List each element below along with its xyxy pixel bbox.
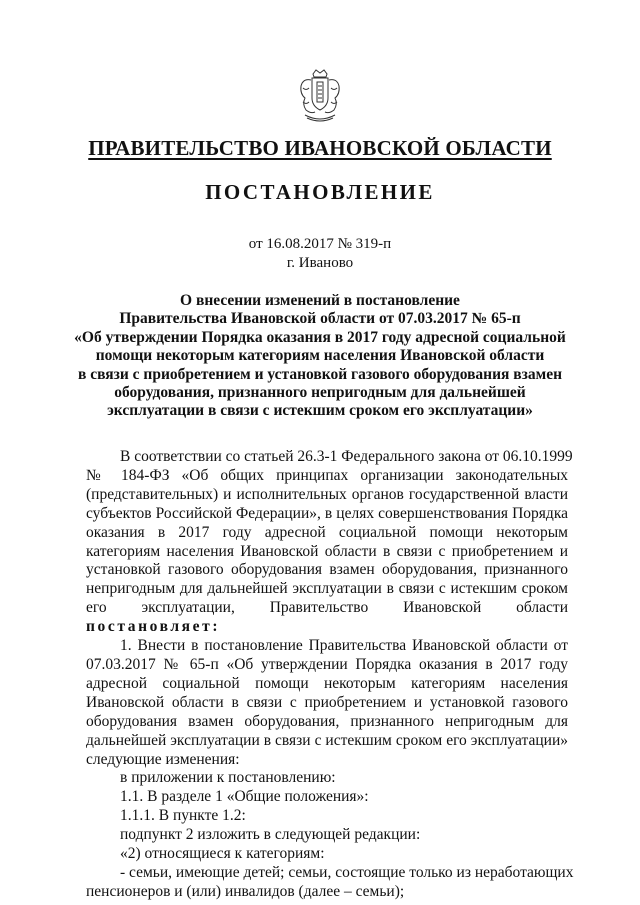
body-line: № 184-ФЗ «Об общих принципах организации законодательных (86, 466, 568, 484)
title-line: «Об утверждении Порядка оказания в 2017 году адресной социальной (74, 328, 566, 346)
title-line: эксплуатации в связи с истекшим сроком его эксплуатации» (107, 402, 533, 420)
body-line: «2) относящиеся к категориям: (120, 845, 325, 863)
body-line: адресной социальной помощи некоторым категориям населения (86, 674, 568, 692)
body-line: непригодным для дальнейшей эксплуатации в связи с истекшим сроком (86, 580, 568, 598)
body-line: категориям населения Ивановской области в связи с приобретением и (86, 542, 568, 560)
body-line: пенсионеров и (или) инвалидов (далее – семьи); (86, 882, 405, 900)
title-line: в связи с приобретением и установкой газового оборудования взамен (77, 365, 563, 383)
organization-name: ПРАВИТЕЛЬСТВО ИВАНОВСКОЙ ОБЛАСТИ (88, 136, 552, 160)
body-line: 1.1.1. В пункте 1.2: (120, 807, 246, 825)
title-line: помощи некоторым категориям населения Ивановской области (95, 347, 545, 365)
document-city: г. Иваново (286, 255, 354, 271)
body-line: следующие изменения: (86, 750, 240, 768)
coat-of-arms-icon (297, 68, 343, 122)
title-line: Правительства Ивановской области от 07.03.2017 № 65-п (119, 310, 521, 328)
document-type: ПОСТАНОВЛЕНИЕ (205, 180, 435, 204)
resolution-word: постановляет: (86, 618, 221, 636)
title-line: О внесении изменений в постановление (180, 292, 460, 309)
document-body (86, 448, 574, 902)
body-line: оборудования взамен оборудования, признанного непригодным для (86, 712, 568, 730)
body-line: дальнейшей эксплуатации в связи с истекшим сроком его эксплуатации» (86, 731, 568, 749)
body-line: субъектов Российской Федерации», в целях совершенствования Порядка (86, 504, 568, 522)
body-line: 1. Внести в постановление Правительства Ивановской области от (120, 637, 568, 655)
body-line: 1.1. В разделе 1 «Общие положения»: (120, 788, 369, 806)
body-line: В соответствии со статьей 26.3-1 Федерального закона от 06.10.1999 (120, 448, 573, 465)
document-title (60, 292, 580, 421)
body-line: Ивановской области в связи с приобретением и установкой газового (86, 693, 568, 711)
body-line: подпункт 2 изложить в следующей редакции: (120, 826, 421, 844)
body-line: оказания в 2017 году адресной социальной помощи некоторым (86, 523, 568, 541)
body-line: - семьи, имеющие детей; семьи, состоящие только из неработающих (120, 863, 574, 881)
body-line: его эксплуатации, Правительство Ивановской области (86, 599, 568, 617)
document-date-number: от 16.08.2017 № 319-п (248, 236, 392, 252)
body-line: в приложении к постановлению: (120, 769, 336, 787)
title-line: оборудования, признанного непригодным для дальнейшей (114, 384, 526, 402)
body-line: (представительных) и исполнительных органов государственной власти (86, 485, 568, 503)
body-line: 07.03.2017 № 65-п «Об утверждении Порядка оказания в 2017 году (86, 655, 568, 673)
body-line: установкой газового оборудования взамен оборудования, признанного (86, 561, 568, 579)
